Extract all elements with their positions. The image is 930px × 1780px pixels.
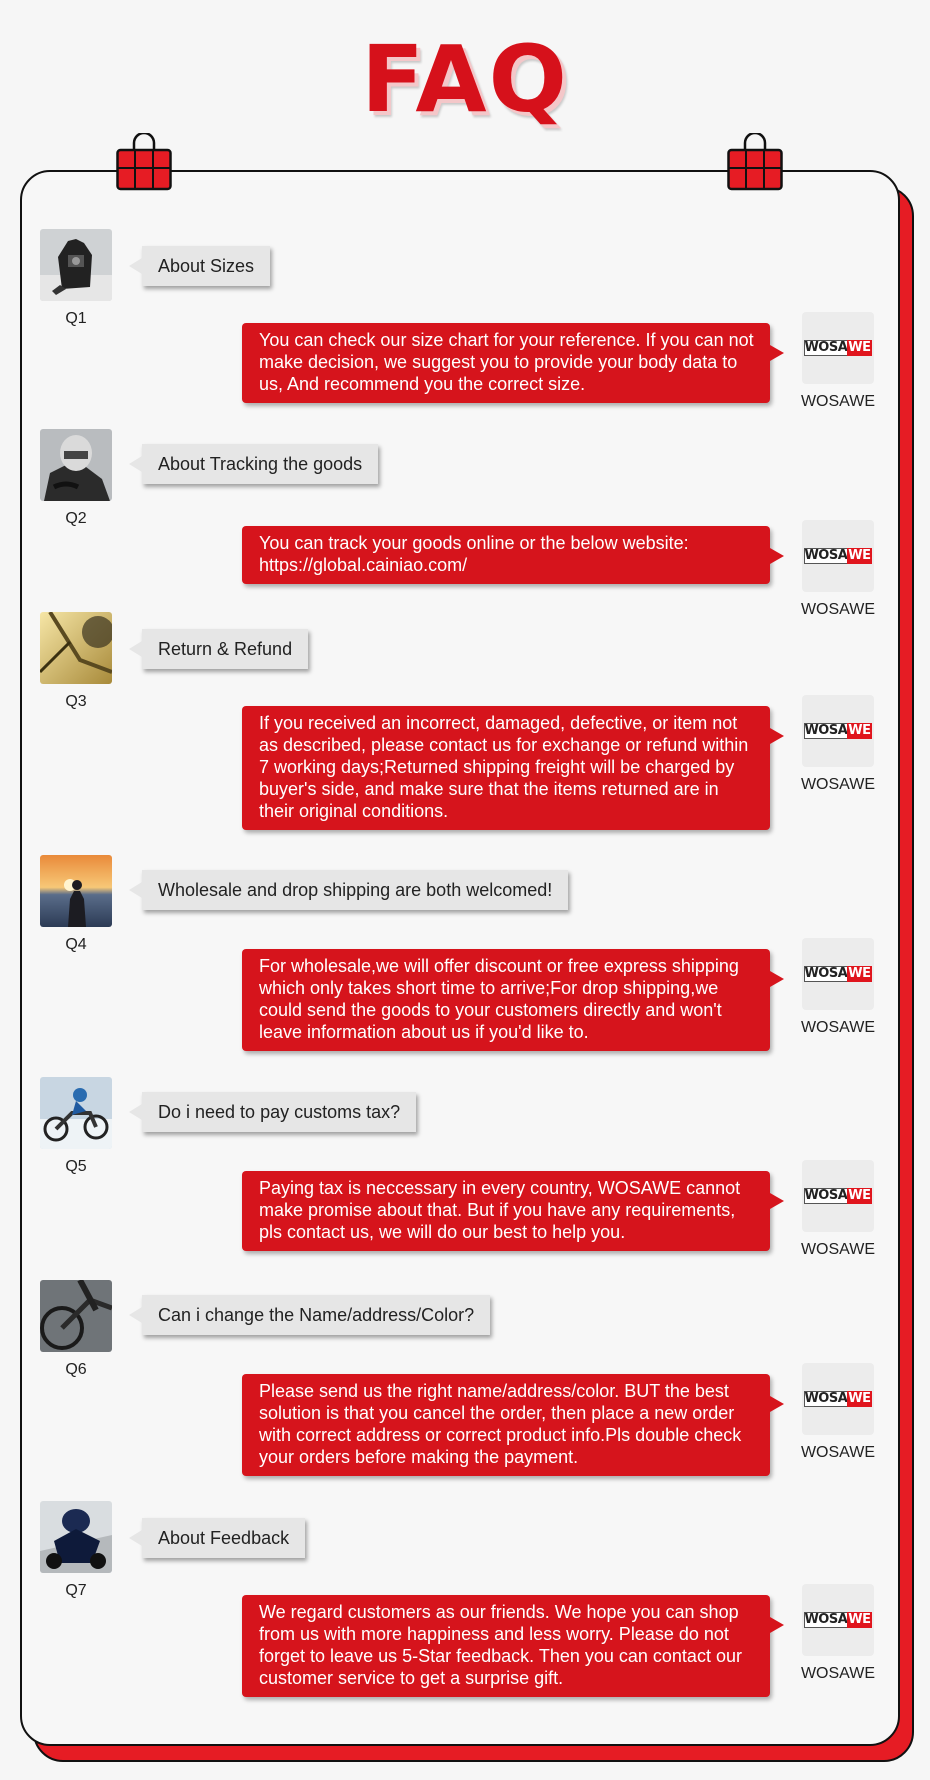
q2-thumbnail-rider [40, 429, 112, 501]
q1-question-bubble: About Sizes [142, 246, 270, 286]
q2-brand-name: WOSAWE [800, 601, 876, 618]
q6-thumbnail-cyclist [40, 1280, 112, 1352]
q7-thumbnail-racer [40, 1501, 112, 1573]
logo-text: WOSA [804, 1612, 848, 1627]
q5-answer-bubble: Paying tax is neccessary in every country, WOSAWE cannot make promise about that. But if you have any requirements, pls contact us, we will do our best to help you. [242, 1171, 770, 1251]
q6-answer-bubble: Please send us the right name/address/color. BUT the best solution is that you cancel the order, then place a new order with correct address or correct product info.Pls double check your orders before making the payment. [242, 1374, 770, 1476]
q4-answer-bubble: For wholesale,we will offer discount or free express shipping which only takes short time to arrive;For drop shipping,we could send the goods to your customers directly and won't leave information about us if you'd like to. [242, 949, 770, 1051]
q7-brand-name: WOSAWE [800, 1665, 876, 1682]
q1-brand-logo [802, 312, 874, 384]
page-title: FAQ [361, 26, 569, 133]
q6-brand-name: WOSAWE [800, 1444, 876, 1461]
q2-answer-bubble: You can track your goods online or the below website: https://global.cainiao.com/ [242, 526, 770, 584]
q3-answer-bubble: If you received an incorrect, damaged, defective, or item not as described, please contact us for exchange or refund within 7 working days;Returned shipping freight will be charged by buyer's side, and make sure that the items returned are in their original conditions. [242, 706, 770, 830]
q6-question-bubble: Can i change the Name/address/Color? [142, 1295, 490, 1335]
q1-brand-name: WOSAWE [800, 393, 876, 410]
q1-label: Q1 [65, 310, 87, 327]
q5-brand-name: WOSAWE [800, 1241, 876, 1258]
binder-clip-icon [116, 133, 172, 191]
logo-text: WOSA [804, 966, 848, 981]
q5-question-bubble: Do i need to pay customs tax? [142, 1092, 416, 1132]
q3-label: Q3 [65, 693, 87, 710]
logo-text-highlight: WE [848, 966, 871, 981]
q4-question-bubble: Wholesale and drop shipping are both welcomed! [142, 870, 568, 910]
q4-thumbnail-sunset [40, 855, 112, 927]
q5-label: Q5 [65, 1158, 87, 1175]
q5-thumbnail-motocross [40, 1077, 112, 1149]
q5-brand-logo [802, 1160, 874, 1232]
q2-question-bubble: About Tracking the goods [142, 444, 378, 484]
logo-text-highlight: WE [848, 723, 871, 738]
logo-text-highlight: WE [848, 1612, 871, 1627]
logo-text: WOSA [804, 340, 848, 355]
q7-brand-logo [802, 1584, 874, 1656]
q4-label: Q4 [65, 936, 87, 953]
q7-label: Q7 [65, 1582, 87, 1599]
q3-brand-logo [802, 695, 874, 767]
logo-text-highlight: WE [848, 548, 871, 563]
binder-clip-icon [727, 133, 783, 191]
logo-text: WOSA [804, 1188, 848, 1203]
q7-answer-bubble: We regard customers as our friends. We hope you can shop from us with more happiness and less worry. Please do not forget to leave us 5-Star feedback. Then you can contact our customer service to get a surprise gift. [242, 1595, 770, 1697]
q3-brand-name: WOSAWE [800, 776, 876, 793]
logo-text-highlight: WE [848, 340, 871, 355]
q2-brand-logo [802, 520, 874, 592]
q1-answer-bubble: You can check our size chart for your reference. If you can not make decision, we suggest you to provide your body data to us, And recommend you the correct size. [242, 323, 770, 403]
q6-label: Q6 [65, 1361, 87, 1378]
logo-text: WOSA [804, 1391, 848, 1406]
q6-brand-logo [802, 1363, 874, 1435]
q1-thumbnail-gloves [40, 229, 112, 301]
q7-question-bubble: About Feedback [142, 1518, 305, 1558]
logo-text-highlight: WE [848, 1391, 871, 1406]
logo-text: WOSA [804, 723, 848, 738]
logo-text-highlight: WE [848, 1188, 871, 1203]
q3-thumbnail-bicycle [40, 612, 112, 684]
q4-brand-logo [802, 938, 874, 1010]
q3-question-bubble: Return & Refund [142, 629, 308, 669]
q2-label: Q2 [65, 510, 87, 527]
q4-brand-name: WOSAWE [800, 1019, 876, 1036]
logo-text: WOSA [804, 548, 848, 563]
